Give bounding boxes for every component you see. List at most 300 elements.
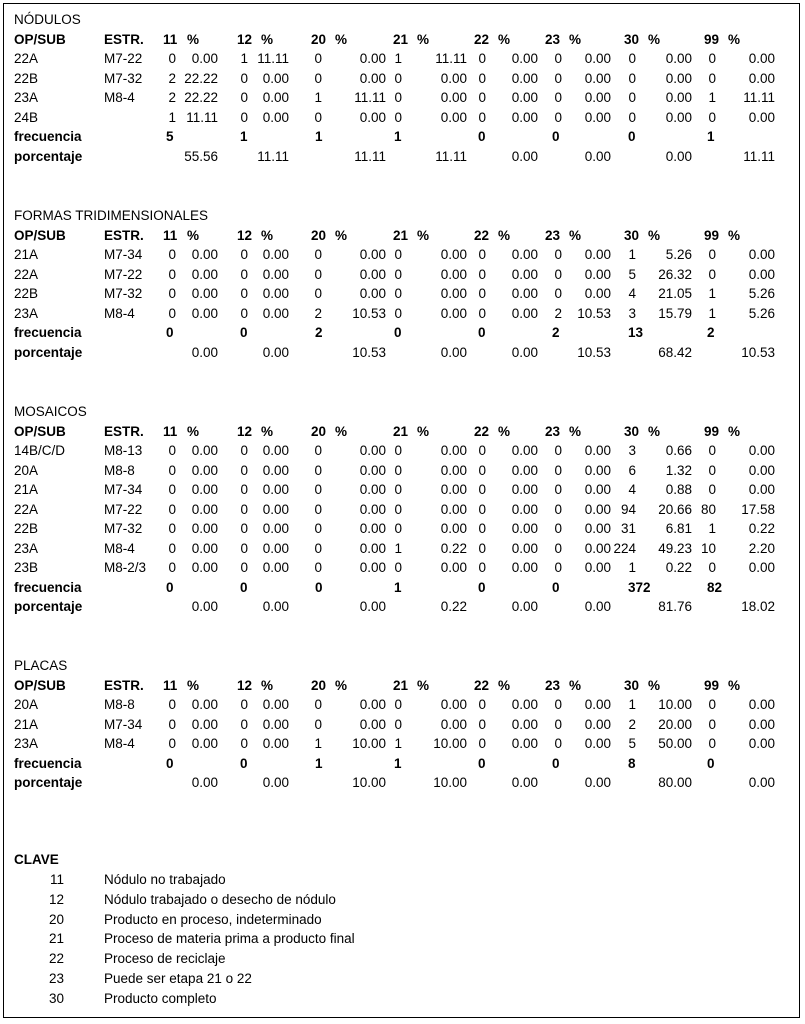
cell-count: 1 (168, 109, 176, 125)
porcentaje-value: 10.53 (577, 344, 611, 360)
cell-percent: 0.00 (584, 501, 611, 517)
col-pct: % (187, 423, 200, 439)
cell-opsub: 20A (14, 697, 39, 712)
table-row (0, 90, 805, 109)
table-row (0, 71, 805, 90)
col-pct: % (569, 31, 582, 47)
table-row (0, 502, 805, 521)
porcentaje-value: 11.11 (354, 148, 386, 164)
clave-item (0, 912, 805, 931)
porcentaje-value: 0.00 (511, 344, 538, 360)
cell-percent: 0.00 (748, 482, 775, 497)
cell-count: 2 (628, 716, 636, 732)
cell-percent: 0.00 (262, 266, 289, 282)
col-pct: % (261, 423, 274, 439)
cell-count: 0 (240, 716, 248, 732)
clave-code: 23 (48, 971, 64, 986)
table-row (0, 51, 805, 70)
col-code: 12 (237, 31, 253, 47)
cell-count: 0 (314, 109, 322, 125)
cell-percent: 0.00 (262, 501, 289, 517)
cell-percent: 0.00 (359, 560, 386, 575)
table-row (0, 482, 805, 501)
porcentaje-row (0, 345, 805, 364)
col-pct: % (335, 423, 348, 439)
frecuencia-row (0, 325, 805, 344)
cell-count: 0 (168, 51, 176, 66)
col-pct: % (498, 423, 511, 439)
cell-percent: 0.00 (440, 70, 467, 86)
cell-percent: 0.22 (748, 521, 775, 536)
section-title: PLACAS (14, 658, 68, 673)
col-code: 21 (393, 677, 409, 693)
cell-percent: 0.00 (584, 540, 611, 556)
cell-estr: M7-34 (104, 247, 143, 262)
col-code: 30 (624, 31, 640, 47)
porcentaje-value: 0.00 (511, 599, 538, 614)
cell-percent: 0.00 (191, 305, 218, 321)
cell-percent: 0.00 (748, 247, 775, 262)
porcentaje-value: 0.00 (584, 599, 611, 614)
cell-count: 0 (554, 716, 562, 732)
cell-count: 0 (554, 697, 562, 712)
cell-count: 0 (240, 482, 248, 497)
table-row (0, 247, 805, 266)
cell-percent: 0.22 (665, 560, 692, 575)
cell-percent: 0.00 (191, 501, 218, 517)
clave-item (0, 892, 805, 911)
cell-percent: 0.00 (748, 736, 775, 751)
cell-percent: 0.00 (262, 521, 289, 536)
cell-percent: 0.00 (511, 482, 538, 497)
frecuencia-value: 13 (628, 325, 644, 340)
cell-count: 3 (628, 305, 636, 321)
cell-percent: 0.22 (440, 540, 467, 556)
cell-count: 0 (554, 70, 562, 86)
table-row (0, 521, 805, 540)
cell-percent: 20.66 (658, 501, 692, 517)
col-code: 99 (704, 677, 720, 693)
cell-opsub: 22A (14, 266, 39, 282)
porcentaje-value: 0.00 (511, 775, 538, 790)
cell-count: 3 (628, 443, 636, 458)
porcentaje-label: porcentaje (14, 344, 83, 360)
col-code: 11 (163, 423, 178, 439)
cell-estr: M8-2/3 (104, 560, 147, 575)
cell-count: 0 (394, 247, 402, 262)
cell-count: 0 (708, 109, 716, 125)
porcentaje-value: 68.42 (658, 344, 692, 360)
cell-count: 0 (314, 443, 322, 458)
porcentaje-value: 0.00 (665, 148, 692, 164)
cell-percent: 0.00 (191, 266, 218, 282)
cell-count: 1 (708, 305, 716, 321)
porcentaje-value: 0.00 (359, 599, 386, 614)
clave-code: 11 (49, 872, 64, 887)
frecuencia-value: 1 (315, 129, 323, 144)
frecuencia-value: 0 (240, 325, 248, 340)
frecuencia-value: 2 (707, 325, 715, 340)
cell-opsub: 21A (14, 716, 39, 732)
cell-opsub: 22A (14, 501, 39, 517)
col-code: 12 (237, 423, 253, 439)
cell-percent: 0.00 (262, 462, 289, 478)
porcentaje-value: 0.00 (511, 148, 538, 164)
table-row (0, 110, 805, 129)
cell-count: 1 (708, 521, 716, 536)
porcentaje-value: 0.00 (262, 599, 289, 614)
cell-count: 0 (708, 70, 716, 86)
cell-percent: 0.00 (191, 51, 218, 66)
cell-estr: M7-22 (104, 501, 143, 517)
clave-item (0, 872, 805, 891)
col-code: 23 (545, 677, 561, 693)
table-row (0, 736, 805, 755)
cell-count: 0 (708, 697, 716, 712)
clave-code: 30 (48, 990, 64, 1006)
cell-count: 0 (478, 736, 486, 751)
cell-percent: 0.00 (262, 540, 289, 556)
col-estr: ESTR. (104, 31, 144, 47)
cell-count: 0 (478, 560, 486, 575)
clave-desc: Nódulo no trabajado (104, 872, 226, 887)
cell-percent: 0.00 (584, 716, 611, 732)
cell-percent: 15.79 (658, 305, 692, 321)
frecuencia-value: 1 (394, 129, 402, 144)
cell-count: 0 (394, 716, 402, 732)
cell-count: 0 (708, 51, 716, 66)
cell-percent: 0.00 (511, 462, 538, 478)
cell-percent: 0.00 (440, 521, 467, 536)
porcentaje-value: 10.00 (433, 775, 467, 790)
cell-count: 0 (314, 697, 322, 712)
cell-opsub: 14B/C/D (14, 443, 66, 458)
cell-estr: M8-4 (104, 90, 135, 105)
cell-percent: 0.00 (748, 70, 775, 86)
cell-count: 0 (314, 462, 322, 478)
porcentaje-value: 18.02 (741, 599, 775, 614)
cell-count: 0 (240, 443, 248, 458)
cell-percent: 11.11 (186, 109, 218, 125)
porcentaje-row (0, 775, 805, 794)
cell-count: 0 (314, 716, 322, 732)
col-code: 30 (624, 227, 640, 243)
cell-percent: 0.00 (511, 736, 538, 751)
cell-count: 0 (478, 286, 486, 301)
porcentaje-label: porcentaje (14, 148, 83, 164)
cell-count: 0 (478, 462, 486, 478)
cell-count: 0 (554, 482, 562, 497)
cell-count: 0 (168, 697, 176, 712)
frecuencia-value: 0 (166, 755, 174, 771)
cell-percent: 5.26 (748, 286, 775, 301)
col-opsub: OP/SUB (14, 423, 66, 439)
cell-count: 0 (554, 286, 562, 301)
cell-count: 0 (314, 560, 322, 575)
cell-count: 5 (628, 266, 636, 282)
porcentaje-value: 80.00 (658, 775, 692, 790)
cell-percent: 0.00 (191, 697, 218, 712)
cell-percent: 0.00 (665, 51, 692, 66)
frecuencia-row (0, 756, 805, 775)
cell-count: 0 (314, 286, 322, 301)
cell-percent: 0.00 (584, 90, 611, 105)
col-pct: % (417, 423, 430, 439)
clave-title: CLAVE (14, 852, 59, 867)
cell-opsub: 24B (14, 109, 39, 125)
frecuencia-value: 2 (552, 325, 560, 340)
frecuencia-value: 1 (394, 579, 402, 595)
cell-count: 0 (240, 560, 248, 575)
col-opsub: OP/SUB (14, 227, 66, 243)
cell-percent: 0.00 (511, 305, 538, 321)
cell-opsub: 20A (14, 462, 39, 478)
clave-desc: Proceso de materia prima a producto final (104, 931, 355, 947)
frecuencia-value: 0 (478, 755, 486, 771)
cell-percent: 11.11 (354, 90, 386, 105)
frecuencia-value: 372 (628, 579, 651, 595)
col-code: 20 (311, 677, 327, 693)
cell-count: 0 (708, 482, 716, 497)
cell-count: 0 (394, 90, 402, 105)
cell-count: 0 (478, 521, 486, 536)
cell-count: 0 (168, 247, 176, 262)
cell-percent: 0.00 (748, 462, 775, 478)
cell-count: 0 (314, 540, 322, 556)
cell-count: 1 (240, 51, 248, 66)
cell-count: 0 (478, 51, 486, 66)
frecuencia-label: frecuencia (14, 129, 82, 144)
frecuencia-value: 8 (628, 755, 636, 771)
porcentaje-value: 55.56 (184, 148, 218, 164)
cell-count: 80 (700, 501, 716, 517)
cell-count: 0 (628, 51, 636, 66)
cell-count: 0 (554, 560, 562, 575)
cell-count: 0 (168, 736, 176, 751)
cell-estr: M7-22 (104, 51, 143, 66)
frecuencia-value: 1 (315, 755, 323, 771)
cell-percent: 17.58 (741, 501, 775, 517)
cell-count: 0 (314, 501, 322, 517)
frecuencia-value: 0 (707, 755, 715, 771)
cell-percent: 0.00 (359, 482, 386, 497)
cell-percent: 0.00 (511, 286, 538, 301)
clave-desc: Puede ser etapa 21 o 22 (104, 971, 252, 986)
cell-count: 0 (168, 286, 176, 301)
porcentaje-value: 0.00 (262, 775, 289, 790)
cell-percent: 0.00 (440, 266, 467, 282)
cell-count: 1 (628, 697, 636, 712)
col-pct: % (728, 227, 741, 243)
cell-opsub: 23A (14, 305, 39, 321)
cell-percent: 22.22 (184, 70, 218, 86)
cell-percent: 0.00 (440, 286, 467, 301)
cell-percent: 0.00 (191, 560, 218, 575)
col-code: 23 (545, 31, 561, 47)
col-pct: % (648, 227, 661, 243)
cell-percent: 0.00 (665, 70, 692, 86)
cell-count: 6 (628, 462, 636, 478)
cell-percent: 0.00 (511, 109, 538, 125)
cell-count: 0 (554, 443, 562, 458)
frecuencia-value: 1 (707, 129, 715, 144)
cell-count: 0 (478, 266, 486, 282)
cell-percent: 0.00 (191, 247, 218, 262)
cell-count: 0 (394, 305, 402, 321)
table-header (0, 424, 805, 443)
cell-count: 0 (240, 697, 248, 712)
cell-count: 2 (168, 70, 176, 86)
cell-count: 0 (314, 51, 322, 66)
frecuencia-value: 0 (166, 579, 174, 595)
cell-count: 4 (628, 286, 636, 301)
porcentaje-value: 0.00 (191, 344, 218, 360)
frecuencia-value: 0 (552, 755, 560, 771)
col-code: 30 (624, 423, 640, 439)
col-pct: % (728, 31, 741, 47)
cell-percent: 50.00 (658, 736, 692, 751)
cell-count: 0 (314, 70, 322, 86)
cell-opsub: 23B (14, 560, 39, 575)
cell-count: 1 (708, 90, 716, 105)
cell-percent: 0.00 (584, 521, 611, 536)
cell-percent: 0.00 (511, 90, 538, 105)
cell-estr: M8-4 (104, 736, 135, 751)
cell-count: 0 (168, 266, 176, 282)
col-code: 30 (624, 677, 640, 693)
table-row (0, 560, 805, 579)
cell-percent: 0.00 (262, 736, 289, 751)
cell-percent: 0.00 (748, 443, 775, 458)
cell-count: 0 (554, 51, 562, 66)
porcentaje-value: 0.22 (440, 599, 467, 614)
col-code: 20 (311, 227, 327, 243)
table-row (0, 306, 805, 325)
frecuencia-value: 1 (240, 129, 248, 144)
cell-count: 0 (394, 462, 402, 478)
col-pct: % (498, 677, 511, 693)
cell-count: 1 (708, 286, 716, 301)
cell-count: 0 (708, 736, 716, 751)
section-title: FORMAS TRIDIMENSIONALES (14, 208, 209, 223)
frecuencia-row (0, 580, 805, 599)
cell-percent: 0.00 (584, 736, 611, 751)
cell-percent: 0.00 (440, 482, 467, 497)
cell-percent: 0.00 (440, 716, 467, 732)
frecuencia-value: 5 (166, 129, 174, 144)
col-pct: % (417, 227, 430, 243)
cell-count: 0 (708, 462, 716, 478)
col-code: 21 (393, 227, 409, 243)
cell-percent: 0.00 (359, 697, 386, 712)
porcentaje-value: 0.00 (748, 775, 775, 790)
cell-count: 0 (708, 266, 716, 282)
cell-count: 0 (478, 482, 486, 497)
cell-percent: 0.00 (511, 266, 538, 282)
cell-percent: 0.00 (359, 521, 386, 536)
cell-percent: 0.00 (262, 286, 289, 301)
clave-item (0, 951, 805, 970)
cell-percent: 0.00 (262, 443, 289, 458)
cell-percent: 0.00 (748, 51, 775, 66)
cell-percent: 0.00 (511, 247, 538, 262)
cell-count: 0 (554, 521, 562, 536)
cell-percent: 0.00 (440, 697, 467, 712)
col-pct: % (728, 423, 741, 439)
table-row (0, 267, 805, 286)
frecuencia-value: 0 (394, 325, 402, 340)
col-code: 11 (163, 227, 178, 243)
cell-percent: 0.00 (359, 462, 386, 478)
porcentaje-value: 0.00 (584, 775, 611, 790)
cell-count: 0 (240, 90, 248, 105)
cell-percent: 1.32 (665, 462, 692, 478)
col-pct: % (187, 31, 200, 47)
clave-desc: Proceso de reciclaje (104, 951, 226, 967)
frecuencia-value: 0 (240, 579, 248, 595)
col-pct: % (187, 227, 200, 243)
cell-count: 0 (478, 70, 486, 86)
porcentaje-value: 0.00 (191, 599, 218, 614)
porcentaje-value: 11.11 (743, 148, 775, 164)
cell-estr: M8-4 (104, 305, 135, 321)
cell-count: 0 (628, 90, 636, 105)
cell-count: 0 (240, 70, 248, 86)
col-code: 22 (474, 423, 490, 439)
cell-count: 0 (478, 247, 486, 262)
col-estr: ESTR. (104, 423, 144, 439)
cell-count: 0 (168, 482, 176, 497)
cell-count: 0 (314, 247, 322, 262)
cell-count: 0 (394, 521, 402, 536)
porcentaje-row (0, 149, 805, 168)
cell-count: 0 (394, 501, 402, 517)
cell-count: 0 (240, 540, 248, 556)
cell-percent: 0.00 (511, 560, 538, 575)
cell-estr: M7-32 (104, 70, 143, 86)
cell-count: 0 (478, 540, 486, 556)
porcentaje-value: 10.53 (352, 344, 386, 360)
cell-count: 0 (168, 540, 176, 556)
col-pct: % (335, 677, 348, 693)
cell-count: 0 (394, 266, 402, 282)
cell-percent: 0.00 (262, 247, 289, 262)
cell-count: 0 (240, 286, 248, 301)
col-pct: % (261, 227, 274, 243)
cell-percent: 5.26 (748, 305, 775, 321)
frecuencia-value: 0 (478, 579, 486, 595)
col-estr: ESTR. (104, 227, 144, 243)
cell-percent: 0.00 (440, 247, 467, 262)
cell-estr: M7-32 (104, 286, 143, 301)
cell-count: 1 (628, 560, 636, 575)
frecuencia-value: 2 (315, 325, 323, 340)
clave-desc: Producto en proceso, indeterminado (104, 911, 322, 927)
col-code: 23 (545, 227, 561, 243)
cell-estr: M8-13 (104, 443, 143, 458)
frecuencia-value: 0 (478, 325, 486, 340)
cell-percent: 11.11 (743, 90, 775, 105)
col-pct: % (261, 677, 274, 693)
cell-count: 1 (314, 736, 322, 751)
cell-percent: 10.00 (352, 736, 386, 751)
cell-count: 0 (478, 90, 486, 105)
cell-percent: 0.00 (191, 736, 218, 751)
cell-count: 0 (240, 305, 248, 321)
cell-count: 0 (478, 716, 486, 732)
cell-percent: 0.88 (665, 482, 692, 497)
cell-estr: M7-34 (104, 716, 143, 732)
